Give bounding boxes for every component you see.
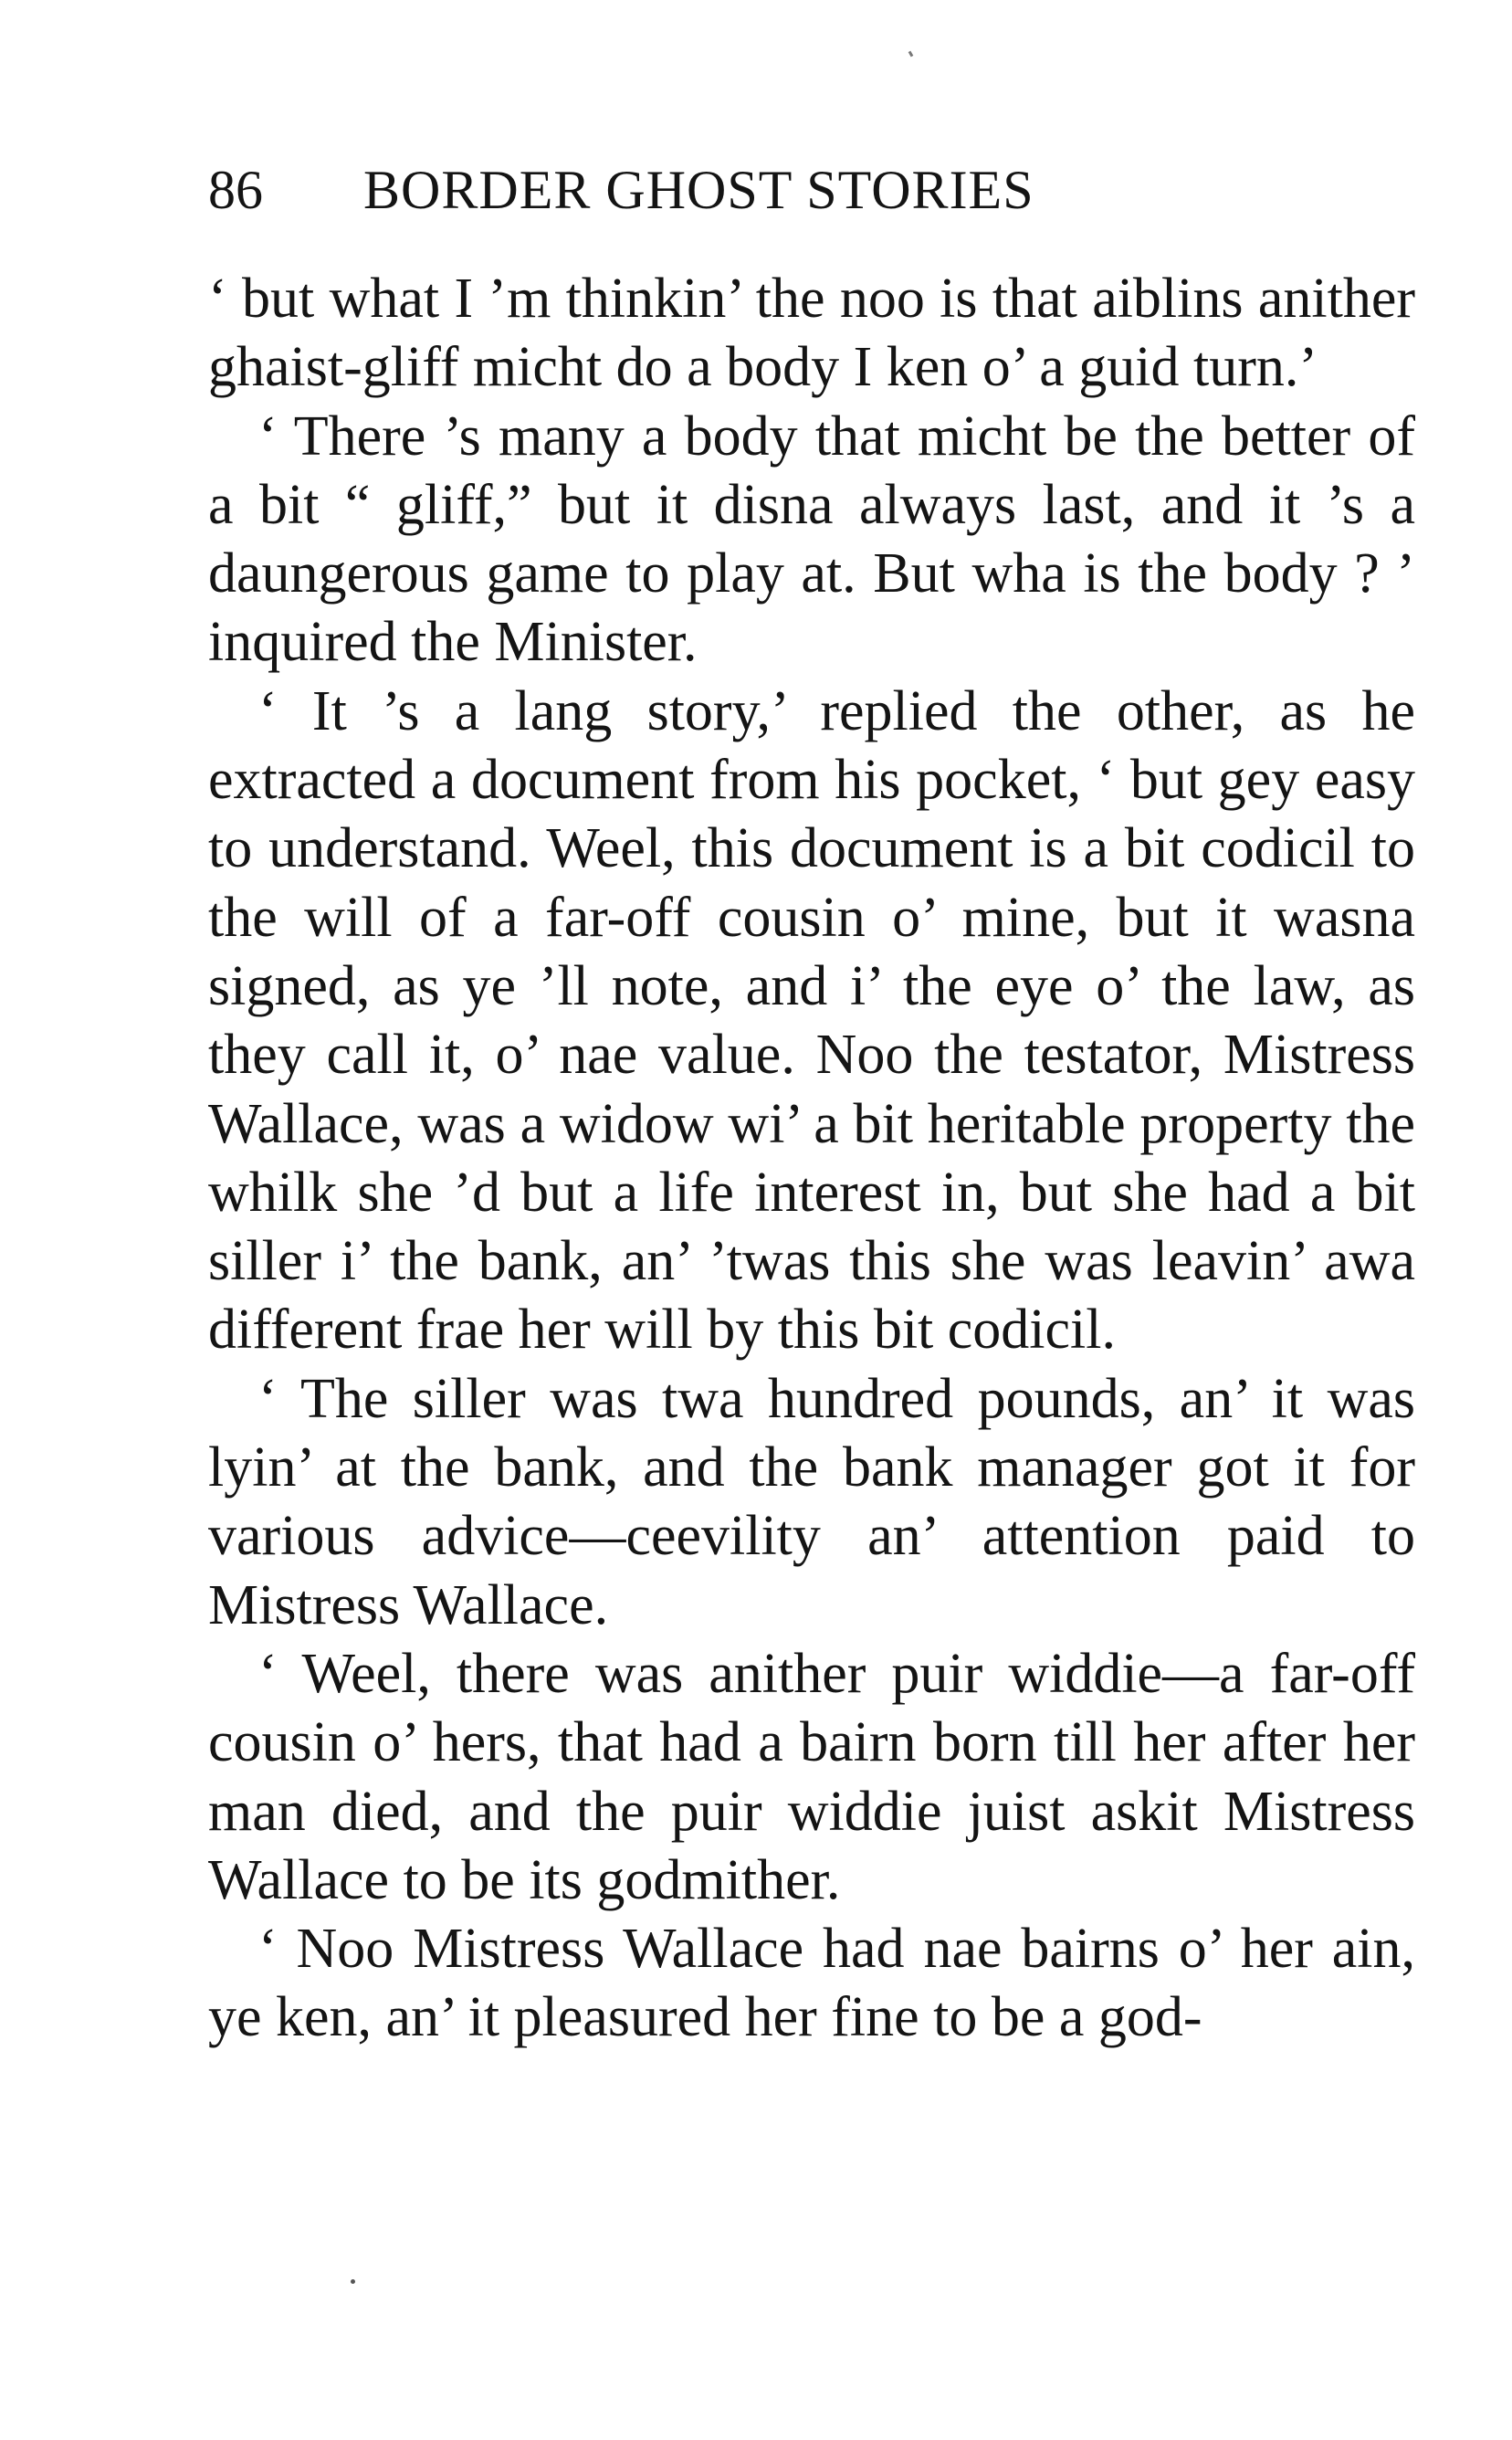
page-number: 86 [208,160,263,220]
paragraph-continuation: ‘ but what I ’m thinkin’ the noo is that aiblins anither ghaist-gliff micht do a body I ken o’ a guid turn.’ [208,268,1415,399]
paragraph: ‘ It ’s a lang story,’ replied the other, as he extracted a document from his pocket, ‘ but gey easy to understand. Weel, this document is a bit codicil to the will of a far-off cousin o’ mine, but it wasna signed, as ye ’ll note, and i’ the eye o’ the law, as they call it, o’ nae value. Noo the testator, Mistress Wallace, was a widow wi’ a bit heritable property the whilk she ’d but a life interest in, but she had a bit siller i’ the bank, an’ ’twas this she was leavin’ awa different frae her will by this bit codicil. [208,679,1415,1362]
body-text [208,265,1415,2053]
paragraph: ‘ There ’s many a body that micht be the better of a bit “ gliff,” but it disna always last, and it ’s a daungerous game to play at. But wha is the body ? ’ inquired the Minister. [208,405,1415,674]
paragraph: ‘ Weel, there was anither puir widdie—a far-off cousin o’ hers, that had a bairn born till her after her man died, and the puir widdie juist askit Mistress Wallace to be its godmither. [208,1642,1415,1911]
stray-ink-mark [908,51,914,58]
stray-dot-mark [351,2279,355,2284]
page-header [208,153,1213,226]
running-title: BORDER GHOST STORIES [363,160,1034,220]
paragraph: ‘ Noo Mistress Wallace had nae bairns o’ her ain, ye ken, an’ it pleasured her fine to be a god- [208,1918,1415,2049]
paragraph: ‘ The siller was twa hundred pounds, an’ it was lyin’ at the bank, and the bank manager got it for various advice—ceevility an’ attention paid to Mistress Wallace. [208,1367,1415,1636]
